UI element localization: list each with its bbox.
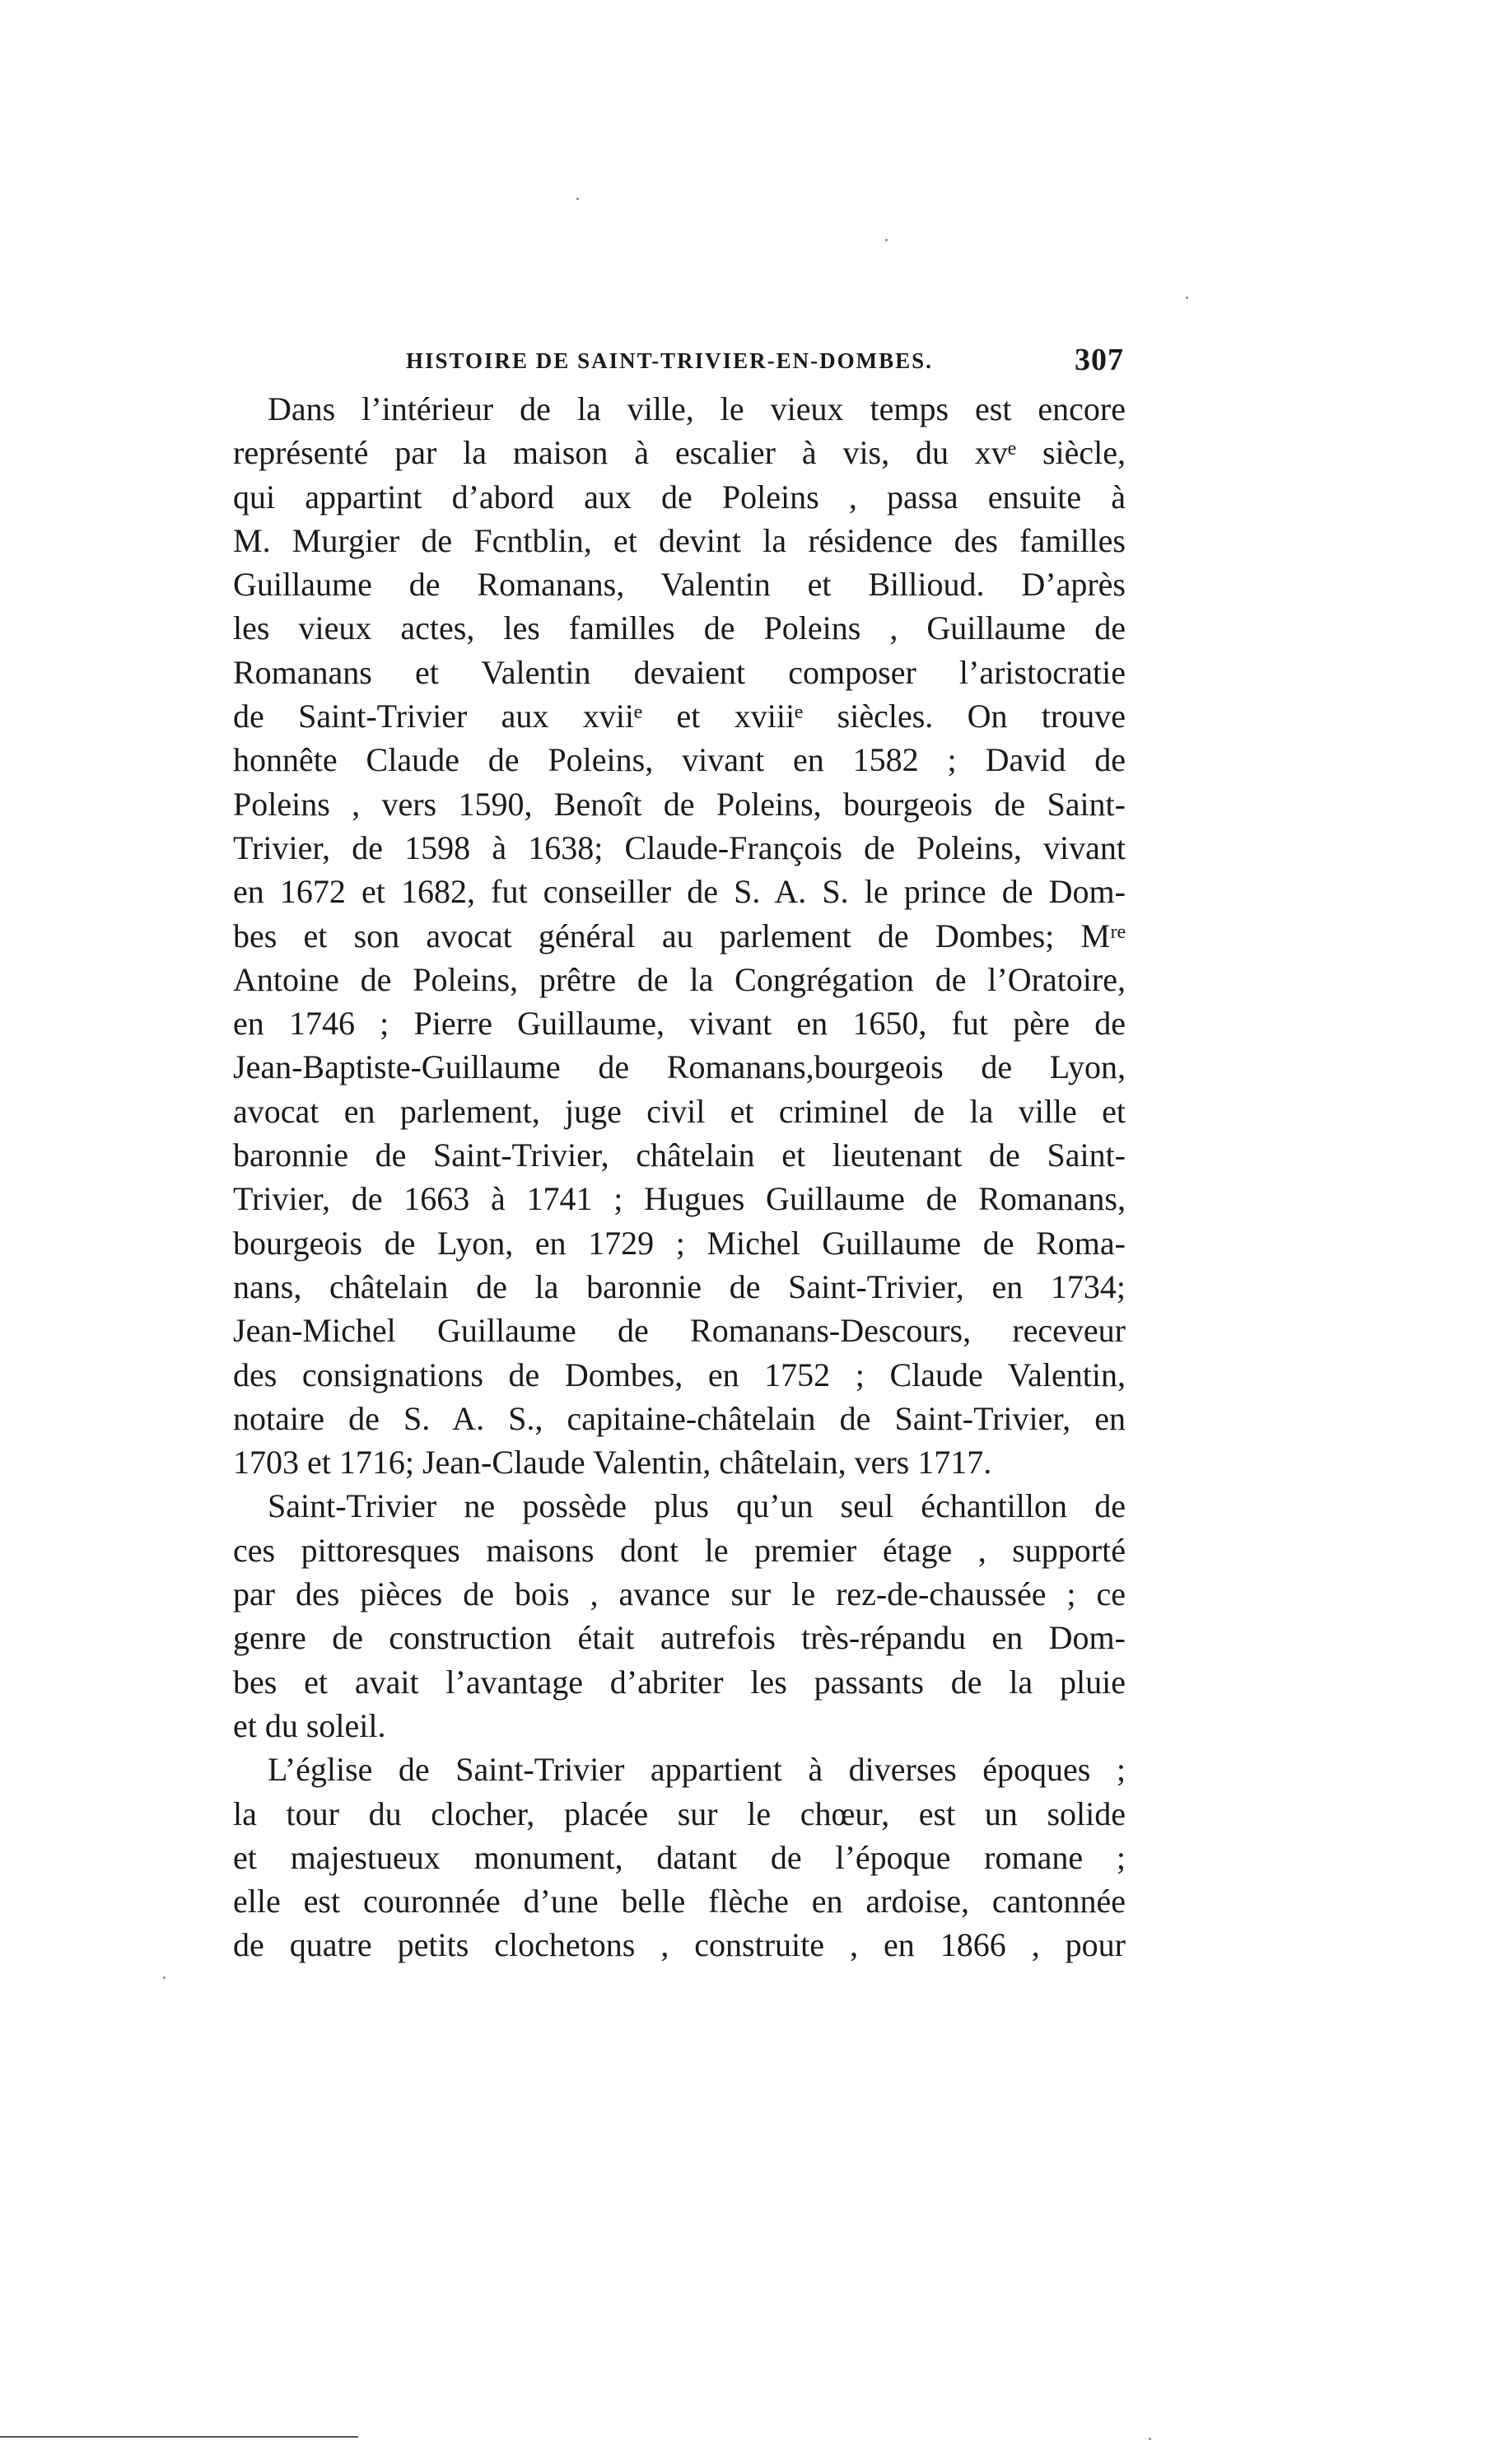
text-line: baronnie de Saint-Trivier, châtelain et lieutenant de Saint-	[233, 1136, 1126, 1174]
text-line: genre de construction était autrefois très-répandu en Dom-	[233, 1619, 1126, 1657]
text-line: en 1746 ; Pierre Guillaume, vivant en 1650, fut père de	[233, 1005, 1126, 1043]
text-line: elle est couronnée d’une belle flèche en ardoise, cantonnée	[233, 1883, 1126, 1920]
text-line: et majestueux monument, datant de l’époque romane ;	[233, 1838, 1126, 1876]
text-line: et du soleil.	[233, 1706, 386, 1744]
scan-speck	[163, 1976, 166, 1979]
text-line: bourgeois de Lyon, en 1729 ; Michel Guillaume de Roma-	[233, 1224, 1126, 1262]
text-line: Dans l’intérieur de la ville, le vieux temps est encore	[268, 390, 1126, 427]
scan-speck	[576, 198, 579, 200]
text-line: bes et avait l’avantage d’abriter les passants de la pluie	[233, 1663, 1126, 1701]
scan-speck	[1186, 296, 1188, 299]
scan-speck	[885, 239, 888, 241]
text-line: Romanans et Valentin devaient composer l’aristocratie	[233, 653, 1126, 691]
text-line: Jean-Baptiste-Guillaume de Romanans,bourgeois de Lyon,	[233, 1048, 1126, 1086]
text-line: Guillaume de Romanans, Valentin et Billioud. D’après	[233, 566, 1126, 604]
text-line: de Saint-Trivier aux xviiᵉ et xviiiᵉ siècles. On trouve	[233, 698, 1126, 735]
scan-speck	[1149, 2438, 1151, 2440]
text-line: Antoine de Poleins, prêtre de la Congrégation de l’Oratoire,	[233, 960, 1126, 998]
text-line: avocat en parlement, juge civil et criminel de la ville et	[233, 1092, 1126, 1130]
text-line: les vieux actes, les familles de Poleins , Guillaume de	[233, 609, 1126, 647]
running-title: HISTOIRE DE SAINT-TRIVIER-EN-DOMBES.	[406, 348, 933, 373]
text-line: Poleins , vers 1590, Benoît de Poleins, bourgeois de Saint-	[233, 785, 1126, 823]
text-line: 1703 et 1716; Jean-Claude Valentin, châtelain, vers 1717.	[233, 1444, 992, 1482]
page-number: 307	[1075, 343, 1124, 377]
bottom-rule	[0, 2436, 358, 2438]
body-text	[233, 387, 1126, 1967]
text-line: qui appartint d’abord aux de Poleins , passa ensuite à	[233, 478, 1126, 516]
running-head	[235, 342, 1124, 383]
text-line: des consignations de Dombes, en 1752 ; Claude Valentin,	[233, 1356, 1126, 1393]
text-line: Jean-Michel Guillaume de Romanans-Descours, receveur	[233, 1312, 1126, 1350]
text-line: la tour du clocher, placée sur le chœur, est un solide	[233, 1794, 1126, 1832]
text-line: Saint-Trivier ne possède plus qu’un seul échantillon de	[268, 1487, 1126, 1525]
text-line: honnête Claude de Poleins, vivant en 1582 ; David de	[233, 741, 1126, 779]
text-line: M. Murgier de Fcntblin, et devint la résidence des familles	[233, 521, 1126, 559]
text-line: en 1672 et 1682, fut conseiller de S. A. S. le prince de Dom-	[233, 873, 1126, 911]
text-line: notaire de S. A. S., capitaine-châtelain de Saint-Trivier, en	[233, 1399, 1126, 1437]
text-line: L’église de Saint-Trivier appartient à diverses époques ;	[268, 1751, 1126, 1789]
text-line: représenté par la maison à escalier à vis, du xvᵉ siècle,	[233, 434, 1126, 472]
text-line: nans, châtelain de la baronnie de Saint-Trivier, en 1734;	[233, 1267, 1126, 1305]
text-line: ces pittoresques maisons dont le premier étage , supporté	[233, 1531, 1126, 1569]
text-line: de quatre petits clochetons , construite , en 1866 , pour	[233, 1926, 1126, 1964]
text-line: bes et son avocat général au parlement de Dombes; Mʳᵉ	[233, 917, 1126, 954]
text-line: Trivier, de 1598 à 1638; Claude-François de Poleins, vivant	[233, 828, 1126, 866]
text-line: par des pièces de bois , avance sur le rez-de-chaussée ; ce	[233, 1575, 1126, 1613]
text-line: Trivier, de 1663 à 1741 ; Hugues Guillaume de Romanans,	[233, 1180, 1126, 1218]
